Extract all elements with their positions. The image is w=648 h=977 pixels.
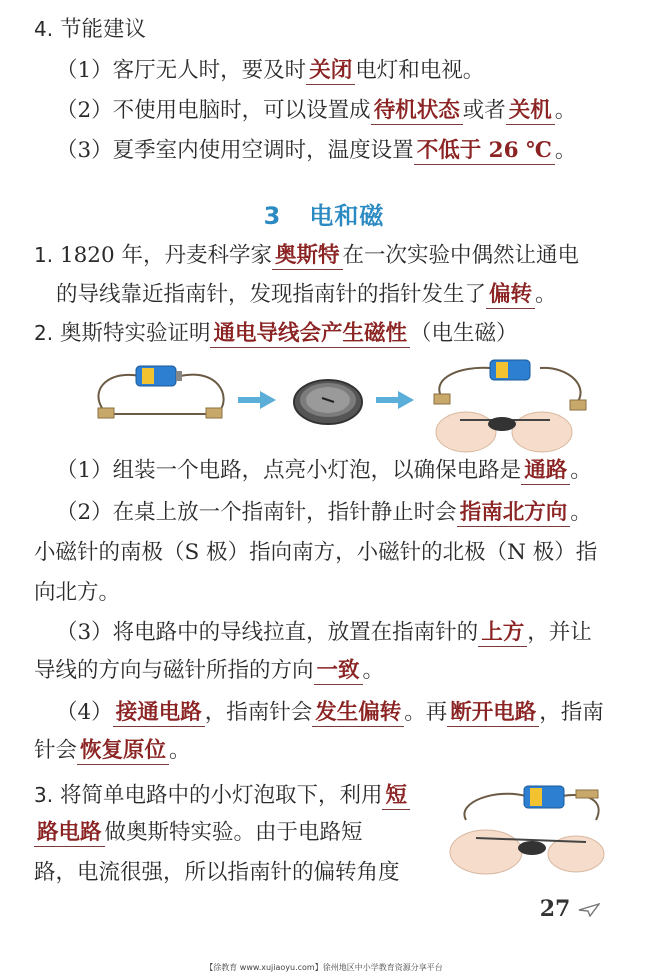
q1-line-1 xyxy=(34,240,624,271)
step-text: ，并让 xyxy=(527,620,592,645)
step-text: ，指南 xyxy=(539,700,604,725)
section-title: 电和磁 xyxy=(309,202,385,230)
page-number-text: 27 xyxy=(539,896,571,922)
q2-step-2-line-2: 小磁针的南极（S 极）指向南方，小磁针的北极（N 极）指 xyxy=(34,540,598,565)
step-text: （3）将电路中的导线拉直，放置在指南针的 xyxy=(56,620,479,645)
question-number: 4. xyxy=(34,17,54,41)
question-text: 的导线靠近指南针，发现指南针的指针发生了 xyxy=(56,282,487,307)
energy-tip-1 xyxy=(56,56,626,86)
answer-fill: 通电导线会产生磁性 xyxy=(210,321,410,348)
q3-line-2 xyxy=(34,818,434,848)
step-text: （2）在桌上放一个指南针，指针静止时会 xyxy=(56,500,457,525)
answer-fill: 上方 xyxy=(478,620,527,647)
hands-wire-illustration xyxy=(434,360,586,452)
tip-text: 。 xyxy=(554,138,577,163)
tip-text: 电灯和电视。 xyxy=(355,58,485,83)
answer-fill: 发生偏转 xyxy=(312,700,404,727)
answer-fill: 路电路 xyxy=(34,820,105,847)
question-text: 做奥斯特实验。由于电路短 xyxy=(104,820,363,845)
paper-plane-icon xyxy=(578,903,600,917)
q3-line-1 xyxy=(34,780,434,811)
q1-line-2 xyxy=(56,280,626,310)
arrow-head-icon xyxy=(260,391,276,409)
question-text: 1820 年，丹麦科学家 xyxy=(59,243,272,268)
question-text: 。 xyxy=(535,282,557,307)
compass-icon xyxy=(294,380,362,424)
q2-step-3 xyxy=(56,618,626,648)
tip-text: （3）夏季室内使用空调时，温度设置 xyxy=(56,138,414,163)
answer-fill: 一致 xyxy=(314,658,363,685)
answer-fill: 待机状态 xyxy=(371,98,463,125)
step-text: 。 xyxy=(169,738,191,763)
section-number: 3 xyxy=(263,202,282,230)
step-text: （4） xyxy=(56,700,113,725)
answer-fill: 通路 xyxy=(521,458,570,485)
answer-fill: 恢复原位 xyxy=(77,738,169,765)
question-number: 1. xyxy=(34,243,54,267)
step-text: （1）组装一个电路，点亮小灯泡，以确保电路是 xyxy=(56,458,522,483)
tip-text: 。 xyxy=(554,98,577,123)
answer-fill: 偏转 xyxy=(486,282,535,309)
answer-fill: 短 xyxy=(382,783,410,810)
energy-tips-title-text: 节能建议 xyxy=(59,17,146,42)
step-text: 。 xyxy=(570,500,592,525)
step-text: 针会 xyxy=(34,738,78,763)
answer-fill: 指南北方向 xyxy=(457,500,571,527)
oersted-experiment-figure xyxy=(70,358,610,454)
q2-step-4-line-2 xyxy=(34,736,624,766)
page-footer: 【徐教育 www.xujiaoyu.com】徐州地区中小学教育资源分享平台 xyxy=(205,963,443,972)
answer-fill: 奥斯特 xyxy=(272,243,343,270)
step-text: 导线的方向与磁针所指的方向 xyxy=(34,658,314,683)
answer-fill: 接通电路 xyxy=(113,700,205,727)
tip-text: （1）客厅无人时，要及时 xyxy=(56,58,307,83)
page-number xyxy=(540,896,600,922)
answer-fill: 关机 xyxy=(506,98,555,125)
question-text: 将简单电路中的小灯泡取下，利用 xyxy=(59,783,383,808)
tip-text: （2）不使用电脑时，可以设置成 xyxy=(56,98,371,123)
step-text: 。 xyxy=(570,458,592,483)
arrow-head-icon xyxy=(398,391,414,409)
answer-fill: 关闭 xyxy=(306,58,355,85)
q2-step-4 xyxy=(56,698,626,728)
question-text: 奥斯特实验证明 xyxy=(59,321,211,346)
step-text: 。再 xyxy=(404,700,448,725)
step-text: 。 xyxy=(362,658,385,683)
question-text: 在一次实验中偶然让通电 xyxy=(342,243,580,268)
q3-line-3: 路，电流很强，所以指南针的偏转角度 xyxy=(34,860,400,885)
question-number: 2. xyxy=(34,321,54,345)
q2-step-3-line-2 xyxy=(34,656,624,686)
q2-step-2-line-3: 向北方。 xyxy=(34,580,121,605)
q2-step-2 xyxy=(56,498,626,528)
answer-fill: 断开电路 xyxy=(447,700,539,727)
answer-fill: 不低于 26 ℃ xyxy=(414,138,555,165)
step-text: ，指南针会 xyxy=(204,700,313,725)
question-number: 3. xyxy=(34,783,54,807)
energy-tip-3 xyxy=(56,136,626,166)
question-text: （电生磁） xyxy=(409,321,518,346)
section-heading xyxy=(0,196,648,231)
energy-tips-title xyxy=(34,14,624,45)
short-circuit-figure xyxy=(436,780,616,880)
circuit-illustration xyxy=(98,366,224,418)
energy-tip-2 xyxy=(56,96,626,126)
q2-line-1 xyxy=(34,318,624,349)
tip-text: 或者 xyxy=(462,98,506,123)
q2-step-1 xyxy=(56,456,626,486)
